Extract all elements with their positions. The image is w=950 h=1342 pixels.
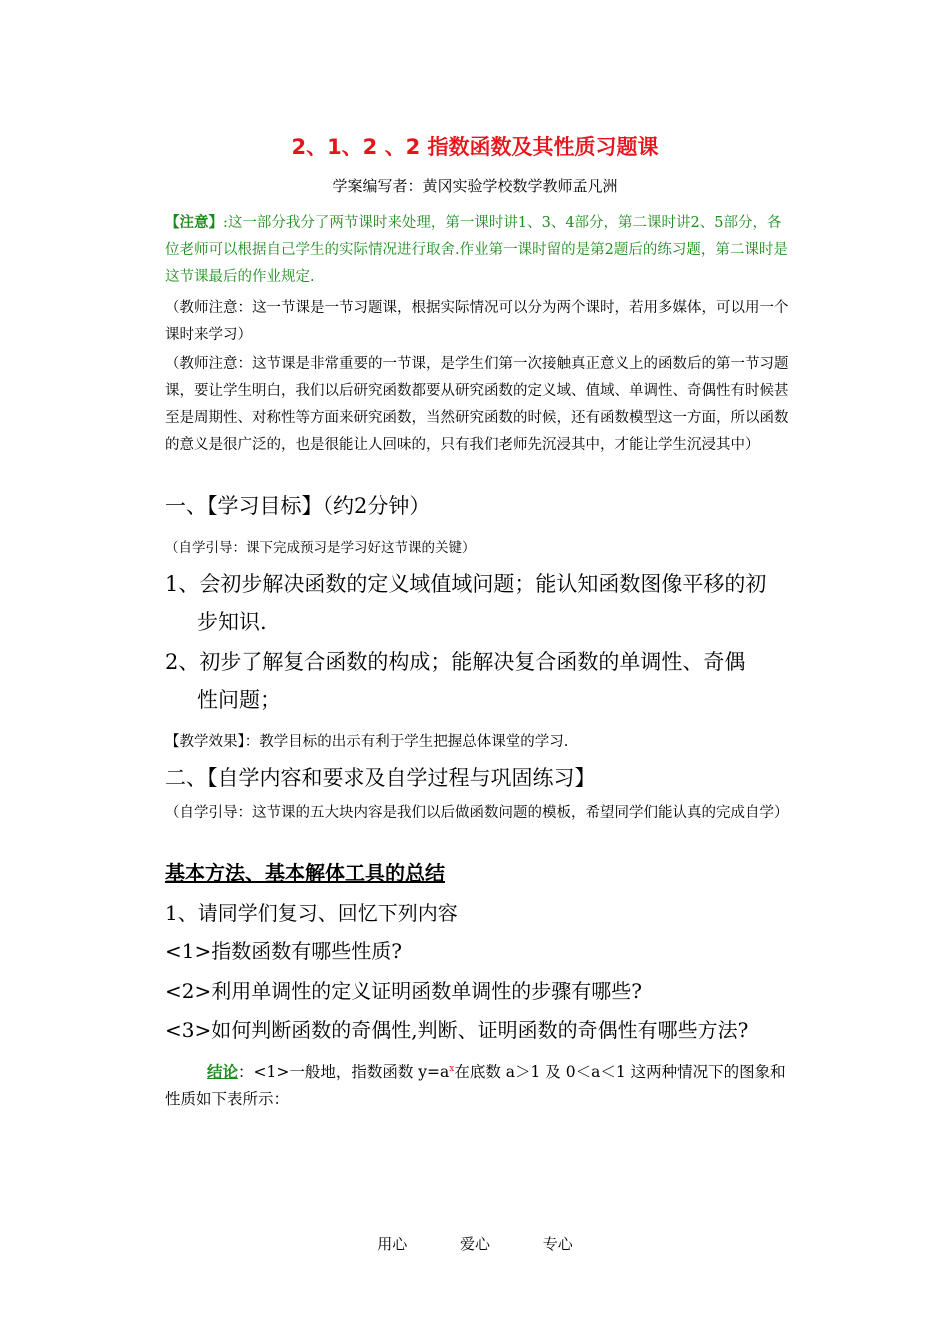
note-text: :这一部分我分了两节课时来处理，第一课时讲1、3、4部分，第二课时讲2、5部分，各位老师可以根据自己学生的实际情况进行取舍.作业第一课时留的是第2题后的练习题，第二课时是这节课最后的作业规定.: [165, 215, 788, 285]
exponent-x: x: [449, 1064, 455, 1074]
section-2-heading: 二、【自学内容和要求及自学过程与巩固练习】: [165, 766, 596, 790]
page-title: 2、1、2 、2 指数函数及其性质习题课: [291, 135, 659, 159]
teacher-note-1: （教师注意：这一节课是一节习题课，根据实际情况可以分为两个课时，若用多媒体，可以用一个课时来学习）: [165, 300, 789, 343]
conclusion-text-after: 在底数 a＞1 及 0＜a＜1 这两种情况下的图象和性质如下表所示：: [165, 1063, 786, 1109]
teaching-effect: 【教学效果】：教学目标的出示有利于学生把握总体课堂的学习.: [165, 734, 569, 750]
self-study-hint-2: （自学引导：这节课的五大块内容是我们以后做函数问题的模板，希望同学们能认真的完成自学）: [165, 805, 789, 821]
page-footer: [0, 1233, 950, 1254]
review-question-3: <3>如何判断函数的奇偶性,判断、证明函数的奇偶性有哪些方法?: [165, 1018, 749, 1042]
goal-2-line-1: 2、初步了解复合函数的构成；能解决复合函数的单调性、奇偶: [165, 650, 746, 674]
teacher-note-2: （教师注意：这节课是非常重要的一节课，是学生们第一次接触真正意义上的函数后的第一节习题课，要让学生明白，我们以后研究函数都要从研究函数的定义域、值域、单调性、奇偶性有时候甚至是周期性、对称性等方面来研究函数，当然研究函数的时候，还有函数模型这一方面，所以函数的意义是很广泛的，也是很能让人回味的，只有我们老师先沉浸其中，才能让学生沉浸其中）: [165, 356, 789, 453]
review-question-1: <1>指数函数有哪些性质?: [165, 939, 402, 963]
footer-word-3: 专心: [542, 1235, 573, 1253]
conclusion-label: 结论: [207, 1062, 239, 1082]
section-1-heading: 一、【学习目标】（约2分钟）: [165, 494, 431, 518]
self-study-hint-1: （自学引导：课下完成预习是学习好这节课的关键）: [165, 540, 476, 556]
learning-goal-2: [165, 643, 790, 719]
goal-1-line-2: 步知识.: [197, 610, 267, 634]
conclusion-paragraph: [165, 1056, 790, 1113]
methods-heading: 基本方法、基本解体工具的总结: [165, 861, 445, 885]
learning-goal-1: [165, 565, 790, 641]
conclusion-text-before: ：<1>一般地，指数函数 y=a: [238, 1063, 450, 1082]
review-question-2: <2>利用单调性的定义证明函数单调性的步骤有哪些?: [165, 979, 642, 1003]
footer-word-1: 用心: [377, 1235, 408, 1253]
author-line: 学案编写者：黄冈实验学校数学教师孟凡洲: [332, 177, 618, 195]
green-note: [165, 209, 790, 291]
goal-1-line-1: 1、会初步解决函数的定义域值域问题；能认知函数图像平移的初: [165, 572, 767, 596]
review-prompt: 1、请同学们复习、回忆下列内容: [165, 901, 458, 925]
footer-word-2: 爱心: [459, 1235, 490, 1253]
goal-2-line-2: 性问题；: [197, 688, 281, 712]
note-tag: 【注意】: [165, 214, 223, 231]
